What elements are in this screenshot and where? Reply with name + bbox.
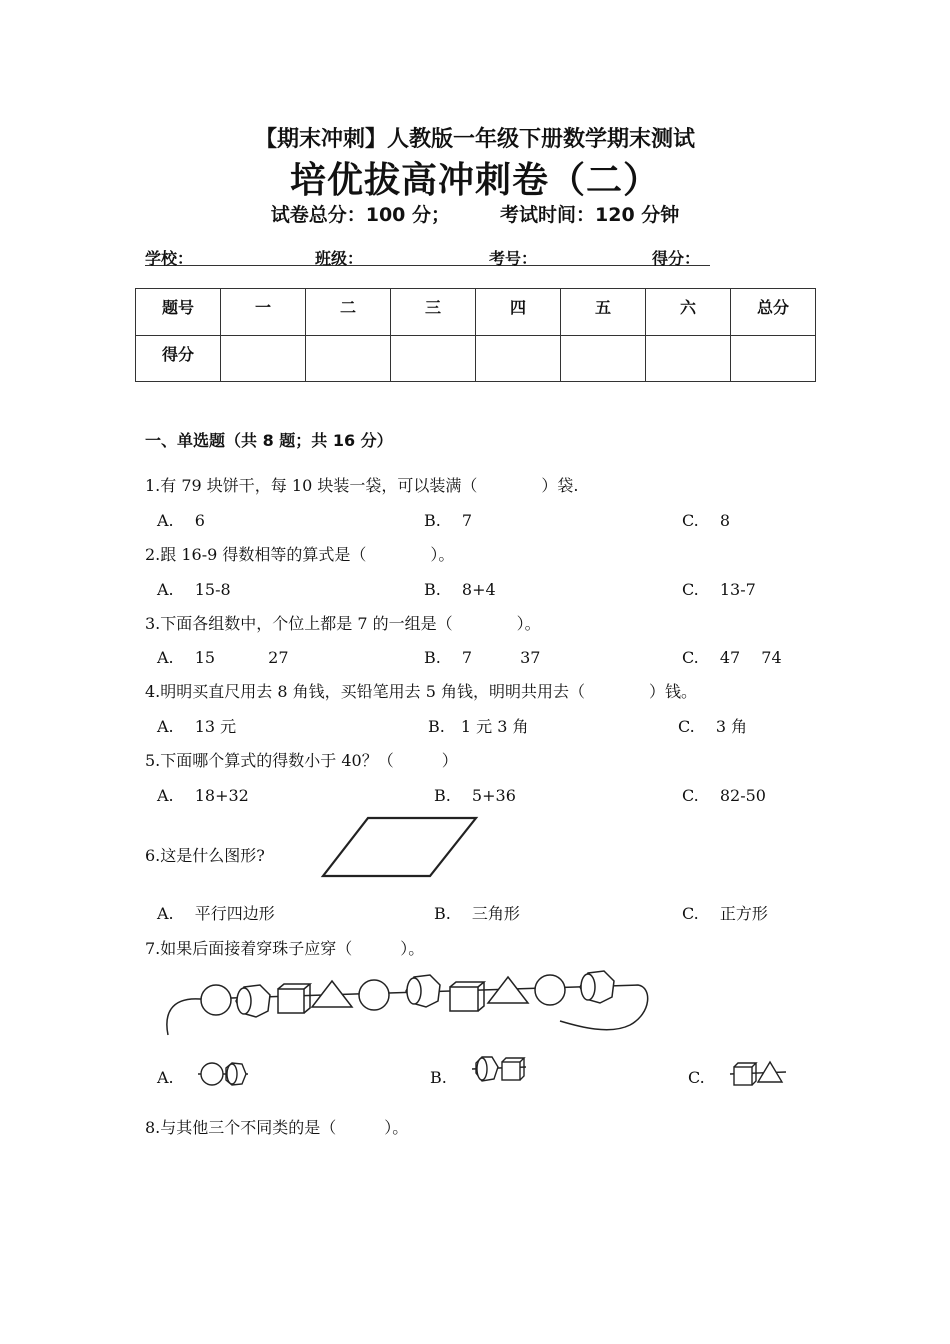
q5-option-a[interactable]: A. 18+32 xyxy=(157,786,249,805)
exam-meta xyxy=(0,200,950,227)
q4-option-b[interactable]: B. 1 元 3 角 xyxy=(428,717,529,736)
score-entry-cell[interactable] xyxy=(561,335,646,382)
question-7: 7.如果后面接着穿珠子应穿（ ）。 xyxy=(145,939,425,958)
q2-option-c[interactable]: C. 13-7 xyxy=(682,580,756,599)
score-entry-cell[interactable] xyxy=(221,335,306,382)
table-cell: 二 xyxy=(306,289,391,336)
q1-option-a[interactable]: A. 6 xyxy=(157,511,205,530)
total-score: 试卷总分：100 分； xyxy=(270,204,450,226)
table-cell: 四 xyxy=(476,289,561,336)
q7-option-a[interactable]: A. xyxy=(157,1068,174,1087)
q6-option-a[interactable]: A. 平行四边形 xyxy=(157,904,275,923)
q6-option-c[interactable]: C. 正方形 xyxy=(682,904,768,923)
table-cell: 六 xyxy=(646,289,731,336)
table-cell: 三 xyxy=(391,289,476,336)
class-field-label: 班级： xyxy=(315,249,364,268)
q3-option-c[interactable]: C. 47 74 xyxy=(682,648,782,667)
q3-option-a[interactable]: A. 15 27 xyxy=(157,648,289,667)
q2-option-b[interactable]: B. 8+4 xyxy=(424,580,496,599)
parallelogram-icon xyxy=(320,815,480,880)
score-table xyxy=(135,288,816,382)
question-6: 6.这是什么图形? xyxy=(145,846,265,865)
exam-no-field-label: 考号： xyxy=(489,249,538,268)
table-cell: 得分 xyxy=(136,335,221,382)
score-entry-cell[interactable] xyxy=(731,335,816,382)
score-entry-cell[interactable] xyxy=(306,335,391,382)
question-8: 8.与其他三个不同类的是（ ）。 xyxy=(145,1118,409,1137)
table-cell: 题号 xyxy=(136,289,221,336)
info-underline xyxy=(145,265,710,266)
score-table-score-row xyxy=(136,335,816,382)
score-field-label: 得分： xyxy=(652,249,701,268)
question-4: 4.明明买直尺用去 8 角钱，买铅笔用去 5 角钱，明明共用去（ ）钱。 xyxy=(145,682,697,701)
question-2: 2.跟 16-9 得数相等的算式是（ ）。 xyxy=(145,545,455,564)
question-5: 5.下面哪个算式的得数小于 40？（ ） xyxy=(145,751,458,770)
score-entry-cell[interactable] xyxy=(391,335,476,382)
q2-option-a[interactable]: A. 15-8 xyxy=(157,580,231,599)
question-1: 1.有 79 块饼干，每 10 块装一袋，可以装满（ ）袋. xyxy=(145,476,579,495)
school-field-label: 学校： xyxy=(145,249,194,268)
bead-string-icon xyxy=(160,965,660,1045)
q7-option-c-beads-icon xyxy=(728,1058,788,1090)
score-entry-cell[interactable] xyxy=(646,335,731,382)
score-table-header-row xyxy=(136,289,816,336)
section-title: 一、单选题（共 8 题；共 16 分） xyxy=(145,431,393,450)
q4-option-a[interactable]: A. 13 元 xyxy=(157,717,237,736)
exam-time: 考试时间：120 分钟 xyxy=(500,204,680,226)
score-entry-cell[interactable] xyxy=(476,335,561,382)
q7-option-b-beads-icon xyxy=(470,1053,530,1085)
q1-option-b[interactable]: B. 7 xyxy=(424,511,473,530)
q7-option-a-beads-icon xyxy=(196,1058,251,1090)
table-cell: 五 xyxy=(561,289,646,336)
table-cell: 总分 xyxy=(731,289,816,336)
exam-title-line2: 培优拔高冲刺卷（二） xyxy=(289,160,660,201)
q3-option-b[interactable]: B. 7 37 xyxy=(424,648,541,667)
q7-option-b[interactable]: B. xyxy=(430,1068,447,1087)
table-cell: 一 xyxy=(221,289,306,336)
q5-option-b[interactable]: B. 5+36 xyxy=(434,786,516,805)
question-3: 3.下面各组数中，个位上都是 7 的一组是（ ）。 xyxy=(145,614,541,633)
exam-title-line1: 【期末冲刺】人教版一年级下册数学期末测试 xyxy=(254,127,695,152)
q6-option-b[interactable]: B. 三角形 xyxy=(434,904,520,923)
q5-option-c[interactable]: C. 82-50 xyxy=(682,786,766,805)
q7-option-c[interactable]: C. xyxy=(688,1068,705,1087)
q4-option-c[interactable]: C. 3 角 xyxy=(678,717,748,736)
q1-option-c[interactable]: C. 8 xyxy=(682,511,731,530)
